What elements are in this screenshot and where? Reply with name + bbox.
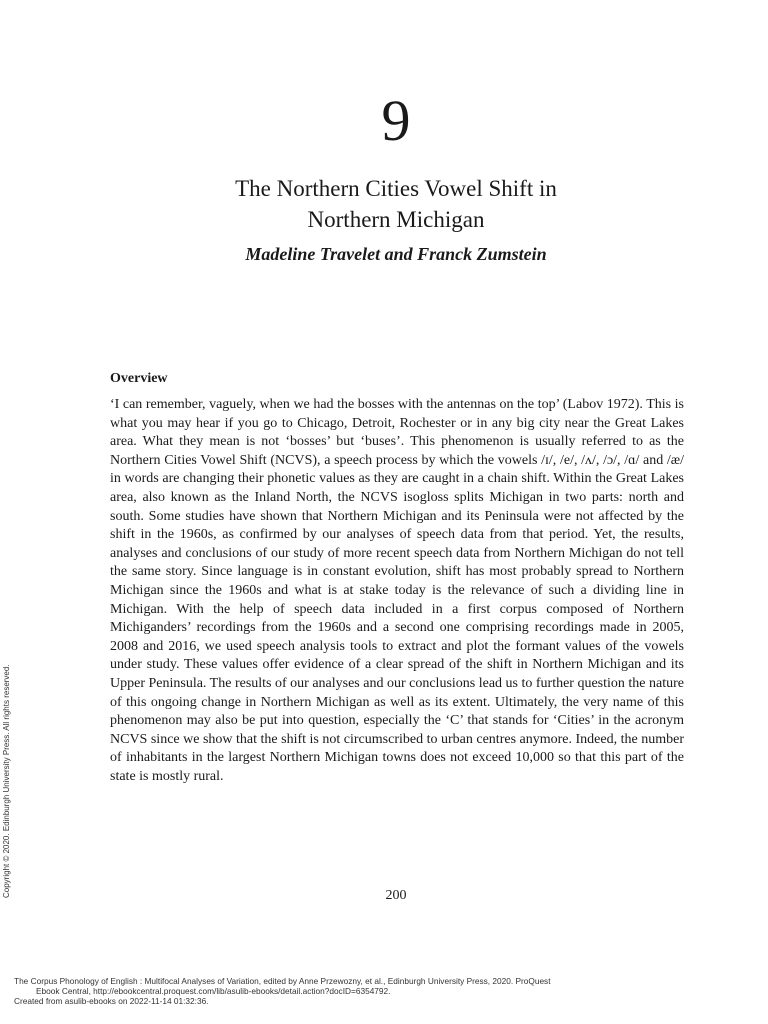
chapter-title-line-1: The Northern Cities Vowel Shift in — [235, 176, 557, 201]
footer-line-2[interactable]: Ebook Central, http://ebookcentral.proquest.com/lib/asulib-ebooks/detail.action?docID=6354792. — [36, 986, 391, 996]
chapter-authors: Madeline Travelet and Franck Zumstein — [245, 244, 547, 264]
footer-line-1: The Corpus Phonology of English : Multifocal Analyses of Variation, edited by Anne Przewozny, et al., Edinburgh University Press, 2020. ProQuest — [14, 976, 551, 986]
section-heading: Overview — [110, 371, 168, 386]
chapter-title — [0, 173, 768, 235]
chapter-number: 9 — [381, 88, 411, 153]
overview-paragraph: ‘I can remember, vaguely, when we had the bosses with the antennas on the top’ (Labov 1972). This is what you may hear if you go to Chicago, Detroit, Rochester or in any big city near the Great Lakes area. What they mean is not ‘bosses’ but ‘buses’. This phenomenon is usually referred to as the Northern Cities Vowel Shift (NCVS), a speech process by which the vowels /ɪ/, /e/, /ʌ/, /ɔ/, /ɑ/ and /æ/ in words are changing their phonetic values as they are caught in a chain shift. Within the Great Lakes area, also known as the Inland North, the NCVS isogloss splits Michigan in two parts: north and south. Some studies have shown that Northern Michigan and its Peninsula were not affected by the shift in the 1960s, as confirmed by our analyses of speech data from that period. Yet, the results, analyses and conclusions of our study of more recent speech data from Northern Michigan do not tell the same story. Since language is in constant evolution, shift has most probably spread to Northern Michigan since the 1960s and what is at stake today is the relevance of such a dividing line in Michigan. With the help of speech data included in a first corpus composed of Northern Michiganders’ recordings from the 1960s and a second one comprising recordings made in 2005, 2008 and 2016, we used speech analysis tools to extract and plot the formant values of the vowels under study. These values offer evidence of a clear spread of the shift in Northern Michigan and its Upper Peninsula. The results of our analyses and our conclusions lead us to further question the nature of this ongoing change in Northern Michigan as well as its extent. Ultimately, the very name of this phenomenon may also be put into question, especially the ‘C’ that stands for ‘Cities’ in the acronym NCVS since we show that the shift is not circumscribed to urban centres anymore. Indeed, the number of inhabitants in the largest Northern Michigan towns does not exceed 10,000 so that this part of the state is mostly rural. — [110, 397, 684, 784]
side-copyright-notice: Copyright © 2020. Edinburgh University Press. All rights reserved. — [2, 664, 11, 898]
footer-citation — [14, 976, 754, 1006]
chapter-title-line-2: Northern Michigan — [307, 207, 485, 232]
footer-line-3: Created from asulib-ebooks on 2022-11-14 01:32:36. — [14, 996, 209, 1006]
page-number: 200 — [385, 888, 407, 903]
